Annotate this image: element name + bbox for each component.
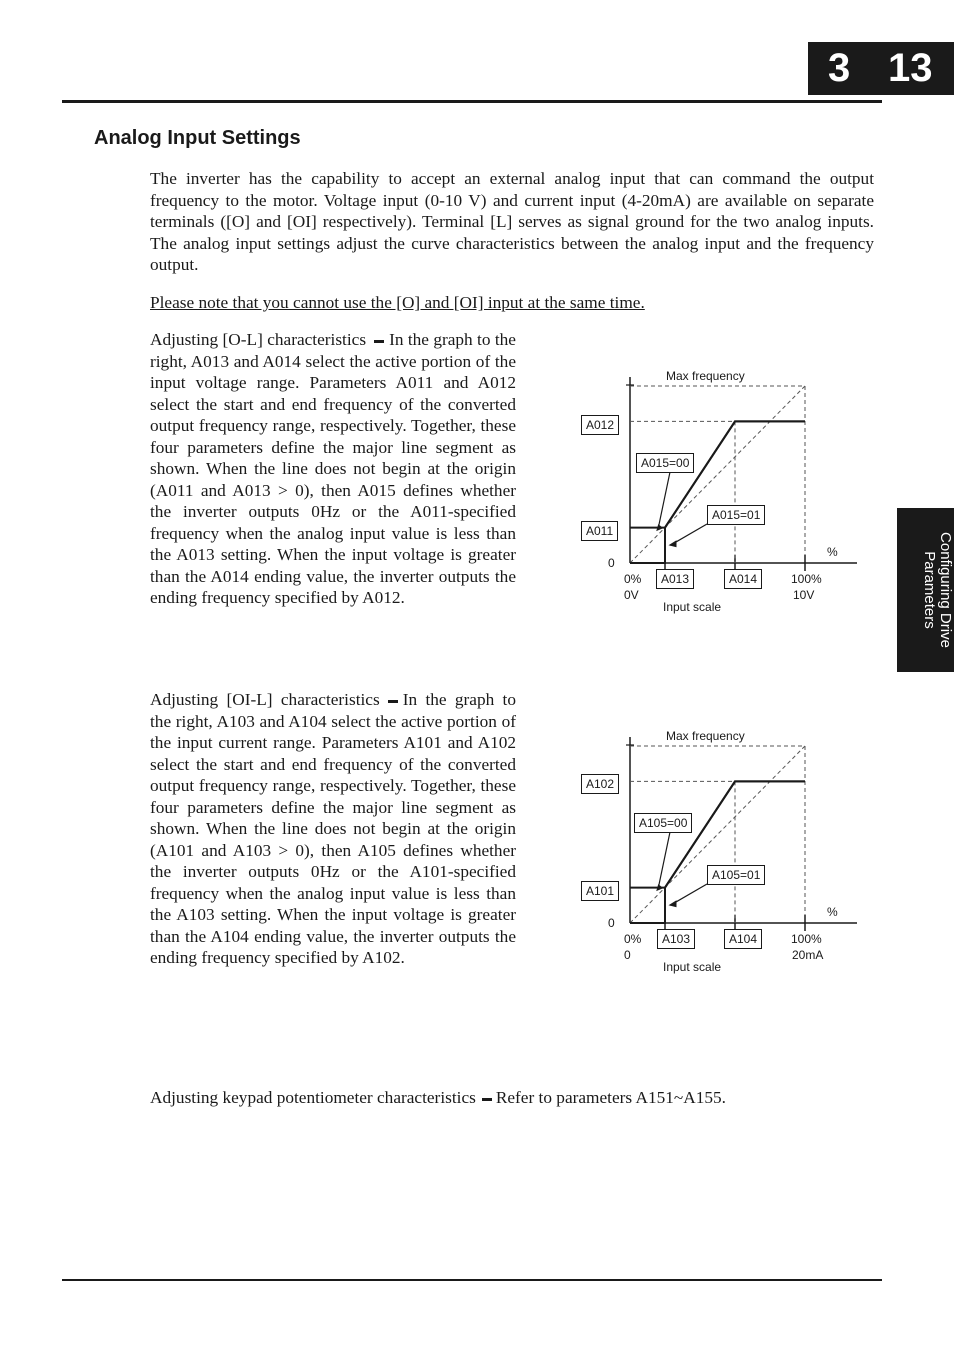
y-unit-label: % <box>827 545 838 559</box>
note-paragraph: Please note that you cannot use the [O] and [OI] input at the same time. <box>150 293 645 312</box>
x-tick-a103: A103 <box>657 929 695 949</box>
annotation-arrow-00 <box>658 832 670 889</box>
oil-heading: Adjusting [OI-L] characteristics <box>150 690 380 709</box>
x-tick-0pct: 0% <box>624 572 642 586</box>
y-unit-label: % <box>827 905 838 919</box>
y-tick-a012: A012 <box>581 415 619 435</box>
keypad-paragraph <box>150 1087 874 1109</box>
chart-title: Max frequency <box>666 369 745 383</box>
keypad-body: Refer to parameters A151~A155. <box>495 1088 726 1107</box>
x-tick-a014: A014 <box>724 569 762 589</box>
reference-diagonal <box>630 746 805 923</box>
y-tick-a102: A102 <box>581 774 619 794</box>
ol-heading: Adjusting [O-L] characteristics <box>150 330 367 349</box>
x-axis-label: Input scale <box>663 600 722 614</box>
page-badge <box>808 42 954 95</box>
annotation-arrowhead-00 <box>656 884 663 891</box>
reference-diagonal <box>630 386 805 563</box>
annotation-arrowhead-01 <box>669 540 677 547</box>
annotation-a105-00: A105=00 <box>634 813 692 833</box>
chapter-side-tab <box>897 508 954 672</box>
top-rule <box>62 100 882 103</box>
x-sublabel-start: 0V <box>624 588 639 602</box>
y-tick-a101: A101 <box>581 881 619 901</box>
annotation-a015-01: A015=01 <box>707 505 765 525</box>
side-tab-line1: Configuring Drive <box>937 532 954 648</box>
annotation-arrow-00 <box>658 472 670 529</box>
series-line-0 <box>630 421 805 563</box>
x-tick-100pct: 100% <box>791 572 822 586</box>
side-tab-line2: Parameters <box>921 551 938 629</box>
page-number: 13 <box>888 46 933 90</box>
oil-body: In the graph to the right, A103 and A104 select the active portion of the input current range. Parameters A101 and A102 select the start and end frequency of the converted output frequency range, respectively. Together, these four parameters define the major line segment as shown. When the line does not begin at the origin (A101 and A103 > 0), then A105 defines whether the inverter outputs 0Hz or the A101-specified frequency when the analog input value is less than the A103 setting. When the input voltage is greater than the A104 ending value, the inverter outputs the ending frequency specified by A102. <box>150 690 516 967</box>
origin-label: 0 <box>608 916 615 930</box>
x-axis-label: Input scale <box>663 960 722 974</box>
x-sublabel-start: 0 <box>624 948 631 962</box>
keypad-heading: Adjusting keypad potentiometer characteristics <box>150 1088 476 1107</box>
chart-title: Max frequency <box>666 729 745 743</box>
y-tick-a011: A011 <box>581 521 618 541</box>
ol-characteristics-chart <box>575 365 865 615</box>
annotation-a015-00: A015=00 <box>636 453 694 473</box>
intro-paragraph: The inverter has the capability to accept an external analog input that can command the output frequency to the motor. Voltage input (0-10 V) and current input (4-20mA) are available on separate terminals ([O] and [OI] respectively). Terminal [L] serves as signal ground for the two analog inputs. The analog input settings adjust the curve characteristics between the analog input and the frequency output. <box>150 169 874 274</box>
oil-characteristics-chart <box>575 725 865 975</box>
bottom-rule <box>62 1279 882 1281</box>
annotation-arrowhead-01 <box>669 900 677 907</box>
x-tick-0pct: 0% <box>624 932 642 946</box>
x-tick-a104: A104 <box>724 929 762 949</box>
series-line-0 <box>630 781 805 923</box>
x-sublabel-end: 20mA <box>792 948 824 962</box>
x-tick-100pct: 100% <box>791 932 822 946</box>
dash-mark <box>388 700 398 703</box>
ol-paragraph <box>150 329 516 609</box>
x-tick-a013: A013 <box>656 569 694 589</box>
chapter-number: 3 <box>828 46 851 90</box>
oil-paragraph <box>150 689 516 969</box>
section-title: Analog Input Settings <box>94 127 301 149</box>
ol-body: In the graph to the right, A013 and A014 select the active portion of the input voltage range. Parameters A011 and A012 select the start and end frequency of the converted output frequency range, respectively. Together, these four parameters define the major line segment as shown. When the line does not begin at the origin (A011 and A013 > 0), then A015 defines whether the inverter outputs 0Hz or the A011-specified frequency when the analog input value is less than the A013 setting. When the input voltage is greater than the A014 ending value, the inverter outputs the ending frequency specified by A012. <box>150 330 516 607</box>
annotation-arrowhead-00 <box>656 524 663 531</box>
origin-label: 0 <box>608 556 615 570</box>
dash-mark <box>374 340 384 343</box>
dash-mark <box>482 1098 492 1101</box>
annotation-a105-01: A105=01 <box>707 865 765 885</box>
x-sublabel-end: 10V <box>793 588 815 602</box>
